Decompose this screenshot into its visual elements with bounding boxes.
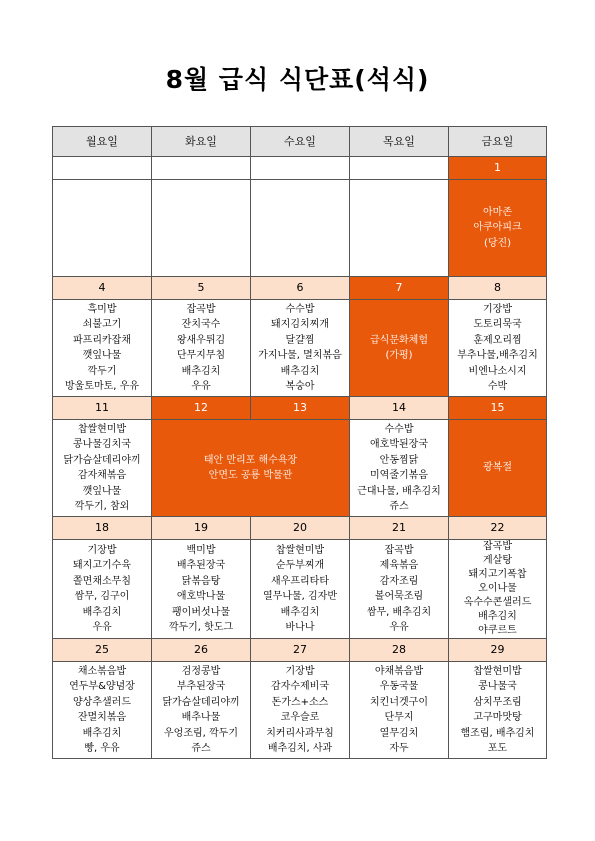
menu-item: 깍두기, 핫도그	[168, 622, 234, 633]
menu-item: 찹쌀현미밥	[77, 423, 127, 435]
date-cell: 29	[449, 639, 547, 662]
menu-item: 가지나물, 멸치볶음	[258, 350, 342, 361]
menu-item: 연두부&양념장	[69, 681, 135, 692]
meal-row-week2	[53, 300, 547, 397]
menu-item: 쥬스	[389, 501, 409, 512]
menu-item: 잔치국수	[181, 319, 221, 330]
menu-item: 배추김치	[82, 727, 122, 739]
date-cell: 22	[449, 517, 547, 540]
date-row-week1	[53, 157, 547, 180]
menu-item: 삼치무조림	[473, 696, 522, 708]
menu-item: 훈제오리찜	[473, 334, 522, 346]
menu-item: 광복절	[483, 462, 512, 474]
date-cell: 25	[53, 639, 152, 662]
menu-item: 포도	[487, 743, 508, 754]
menu-item: 잔멸치볶음	[77, 712, 127, 723]
menu-item: 우유	[389, 622, 409, 633]
date-cell: 12	[152, 397, 251, 420]
menu-item: 콩나물김치국	[73, 439, 131, 450]
meal-cell	[449, 300, 547, 397]
date-cell: 26	[152, 639, 251, 662]
menu-item: 깍두기, 참외	[74, 501, 130, 512]
meal-calendar-table	[52, 126, 547, 759]
menu-item: 배추김치	[280, 606, 320, 618]
meal-cell-empty	[251, 180, 350, 277]
menu-item: 기장밥	[87, 544, 117, 556]
meal-cell	[251, 540, 350, 639]
menu-item: 배추김치	[280, 365, 320, 377]
date-row-week4	[53, 517, 547, 540]
weekday-header-row	[53, 127, 547, 157]
meal-cell-field-trip	[152, 420, 350, 517]
menu-item: 단무지무침	[176, 350, 226, 361]
menu-item: 우동국물	[379, 681, 419, 692]
weekday-fri: 금요일	[449, 127, 547, 157]
menu-item: 쌈무, 배추김치	[366, 606, 432, 618]
date-cell	[251, 157, 350, 180]
menu-item: 자두	[389, 743, 409, 754]
meal-cell	[53, 420, 152, 517]
menu-item: 깍두기	[87, 365, 117, 377]
menu-item: 열무김치	[379, 727, 419, 739]
menu-item: 우엉조림, 깍두기	[164, 727, 238, 739]
menu-item: 비엔나소시지	[468, 365, 527, 377]
menu-item: 햄조림, 배추김치	[460, 727, 535, 739]
meal-cell	[251, 300, 350, 397]
menu-item: 기장밥	[285, 665, 315, 677]
menu-item: 오이나물	[478, 583, 517, 594]
menu-item: 찹쌀현미밥	[275, 544, 325, 556]
meal-cell	[449, 662, 547, 759]
date-cell: 15	[449, 397, 547, 420]
menu-item: 돼지고기수육	[73, 560, 131, 571]
weekday-thu: 목요일	[350, 127, 449, 157]
date-cell: 20	[251, 517, 350, 540]
menu-item: 쥬스	[191, 743, 211, 754]
date-cell	[152, 157, 251, 180]
menu-item: 양상추샐러드	[73, 696, 131, 708]
menu-item: (당진)	[483, 237, 512, 249]
meal-cell-holiday	[449, 420, 547, 517]
meal-cell-event	[350, 300, 449, 397]
date-cell: 19	[152, 517, 251, 540]
menu-item: 야쿠르트	[478, 625, 517, 636]
menu-item: 근대나물, 배추김치	[357, 485, 441, 497]
menu-item: 고구마맛탕	[473, 712, 522, 723]
date-cell: 28	[350, 639, 449, 662]
menu-item: 바나나	[285, 622, 315, 633]
menu-item: 깻잎나물	[82, 485, 122, 497]
date-cell: 6	[251, 277, 350, 300]
date-cell: 21	[350, 517, 449, 540]
menu-item: 볼어묵조림	[374, 591, 424, 602]
menu-item: 태안 만리포 해수욕장	[203, 454, 298, 466]
menu-item: 쇠불고기	[82, 319, 122, 330]
menu-item: 급식문화체험	[370, 334, 428, 346]
menu-item: 닭가슴살데리야끼	[63, 454, 141, 466]
meal-cell	[152, 540, 251, 639]
menu-item: 애호박나물	[176, 591, 226, 602]
menu-item: 새우프리타타	[271, 575, 329, 587]
menu-item: 도토리묵국	[473, 319, 522, 330]
menu-item: 게살탕	[483, 555, 512, 566]
menu-item: 깻잎나물	[82, 350, 122, 361]
menu-item: 안면도 공룡 박물관	[208, 470, 293, 481]
menu-item: 부추나물,배추김치	[457, 350, 538, 361]
menu-item: 아쿠아피크	[473, 222, 522, 234]
date-cell: 5	[152, 277, 251, 300]
meal-cell	[53, 300, 152, 397]
menu-item: 미역줄기볶음	[370, 470, 428, 481]
menu-item: 잡곡밥	[384, 544, 414, 556]
menu-item: 왕새우튀김	[176, 334, 226, 346]
menu-item: 잡곡밥	[186, 303, 216, 315]
date-cell: 1	[449, 157, 547, 180]
date-row-week2	[53, 277, 547, 300]
menu-item: 감자조림	[379, 575, 419, 587]
menu-item: 배추김치	[82, 606, 122, 618]
meal-cell-event	[449, 180, 547, 277]
menu-item: 흑미밥	[87, 303, 117, 315]
menu-item: 우유	[92, 622, 112, 633]
date-cell: 27	[251, 639, 350, 662]
date-cell: 11	[53, 397, 152, 420]
meal-cell	[152, 300, 251, 397]
date-cell: 4	[53, 277, 152, 300]
date-cell	[53, 157, 152, 180]
menu-item: 부추된장국	[176, 681, 226, 692]
menu-item: 감자수제비국	[271, 681, 329, 692]
date-cell: 7	[350, 277, 449, 300]
meal-cell	[350, 420, 449, 517]
menu-item: 치킨너겟구이	[370, 696, 428, 708]
menu-item: 쌈무, 김구이	[74, 591, 130, 602]
menu-item: 옥수수콘샐러드	[463, 597, 532, 608]
menu-item: 배추김치, 사과	[267, 743, 333, 754]
menu-item: 야채볶음밥	[374, 665, 424, 677]
date-cell: 18	[53, 517, 152, 540]
menu-item: 수수밥	[384, 423, 414, 435]
menu-item: 배추김치	[181, 365, 221, 377]
menu-item: 아마존	[483, 206, 512, 218]
meal-row-week3	[53, 420, 547, 517]
date-row-week3	[53, 397, 547, 420]
menu-item: 수수밥	[285, 303, 315, 315]
menu-item: 복숭아	[285, 381, 315, 392]
weekday-tue: 화요일	[152, 127, 251, 157]
meal-cell-empty	[152, 180, 251, 277]
menu-item: 채소볶음밥	[77, 665, 127, 677]
date-cell	[350, 157, 449, 180]
menu-item: 돼지고기폭찹	[468, 569, 527, 580]
meal-row-week5	[53, 662, 547, 759]
meal-row-week4	[53, 540, 547, 639]
meal-cell	[449, 540, 547, 639]
date-cell: 14	[350, 397, 449, 420]
meal-cell	[350, 540, 449, 639]
menu-item: 열무나물, 김자반	[263, 591, 337, 602]
menu-item: 잡곡밥	[483, 541, 512, 552]
page-title: 8월 급식 식단표(석식)	[165, 65, 430, 94]
meal-cell	[53, 540, 152, 639]
menu-item: 닭가슴살데리야끼	[162, 696, 240, 708]
menu-item: 돼지김치찌개	[271, 319, 329, 330]
menu-item: (가평)	[385, 350, 413, 361]
menu-item: 치커리사과무침	[266, 727, 334, 739]
menu-item: 제육볶음	[379, 560, 419, 571]
meal-cell	[152, 662, 251, 759]
menu-item: 배추나물	[181, 712, 221, 723]
date-cell: 13	[251, 397, 350, 420]
menu-item: 닭볶음탕	[181, 575, 221, 587]
meal-cell	[251, 662, 350, 759]
menu-item: 찹쌀현미밥	[473, 665, 522, 677]
menu-item: 애호박된장국	[370, 439, 428, 450]
meal-cell-empty	[350, 180, 449, 277]
menu-item: 배추김치	[478, 611, 517, 622]
menu-item: 방울토마토, 우유	[65, 381, 139, 392]
menu-item: 달걀찜	[285, 334, 315, 346]
menu-item: 안동찜닭	[379, 454, 419, 466]
date-cell: 8	[449, 277, 547, 300]
menu-item: 콩나물국	[478, 681, 517, 692]
menu-item: 백미밥	[186, 544, 216, 556]
menu-item: 쫄면채소무침	[73, 575, 131, 587]
menu-item: 배추된장국	[176, 560, 226, 571]
date-row-week5	[53, 639, 547, 662]
weekday-mon: 월요일	[53, 127, 152, 157]
meal-row-week1	[53, 180, 547, 277]
menu-item: 검정콩밥	[181, 665, 221, 677]
menu-item: 감자채볶음	[77, 470, 127, 481]
menu-item: 돈가스+소스	[271, 696, 329, 708]
menu-item: 팽이버섯나물	[172, 606, 230, 618]
meal-cell-empty	[53, 180, 152, 277]
menu-item: 단무지	[384, 712, 414, 723]
menu-item: 순두부찌개	[275, 560, 325, 571]
menu-item: 수박	[487, 381, 508, 392]
menu-item: 코우슬로	[280, 712, 320, 723]
menu-item: 빵, 우유	[84, 743, 120, 754]
meal-cell	[53, 662, 152, 759]
weekday-wed: 수요일	[251, 127, 350, 157]
menu-item: 우유	[191, 381, 211, 392]
meal-cell	[350, 662, 449, 759]
menu-item: 파프리카잡채	[73, 334, 131, 346]
menu-item: 기장밥	[483, 303, 512, 315]
